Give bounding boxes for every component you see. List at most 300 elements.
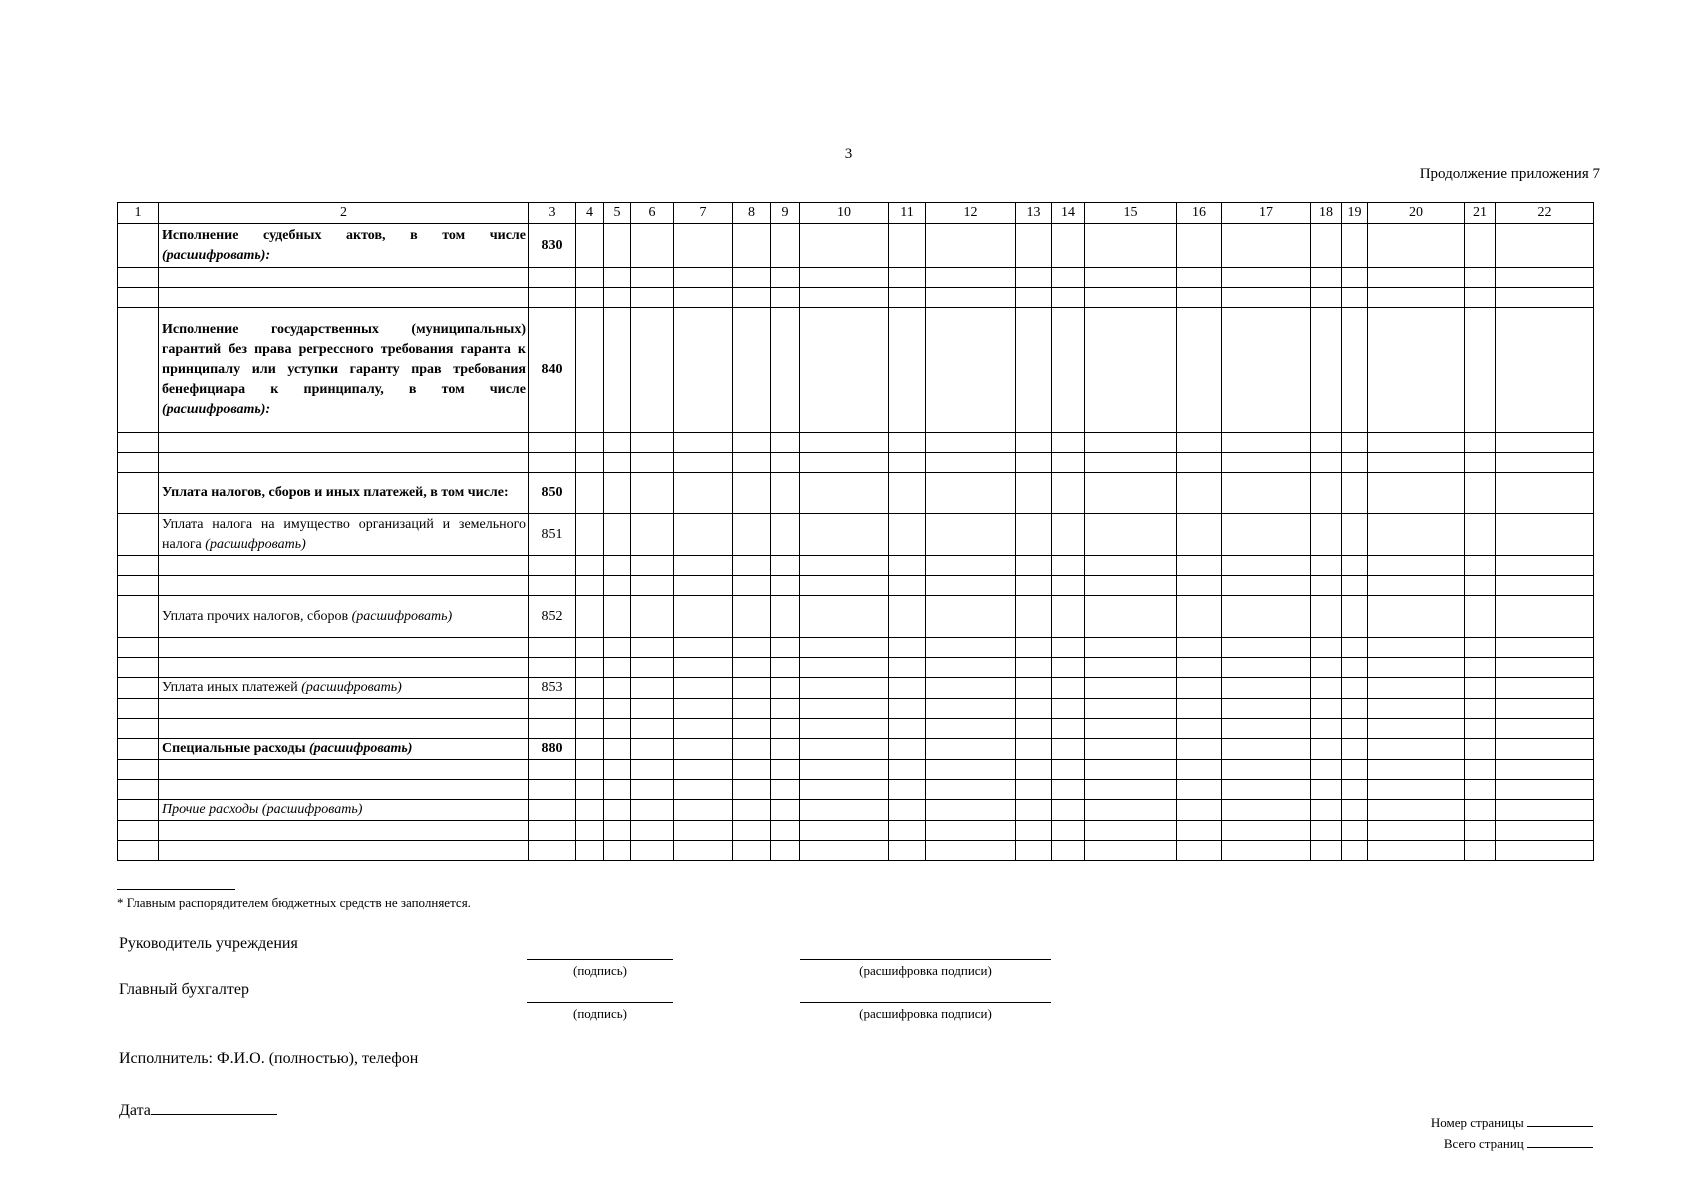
data-cell-col-12[interactable] [926,224,1016,268]
data-cell-col-1[interactable] [118,841,159,861]
data-cell-col-7[interactable] [674,473,733,514]
data-cell-col-6[interactable] [631,514,674,556]
data-cell-col-12[interactable] [926,821,1016,841]
data-cell-col-11[interactable] [889,678,926,699]
data-cell-col-4[interactable] [576,596,604,638]
date-field[interactable] [151,1100,277,1115]
data-cell-col-16[interactable] [1177,596,1222,638]
data-cell-col-1[interactable] [118,453,159,473]
data-cell-col-7[interactable] [674,514,733,556]
data-cell-col-10[interactable] [800,719,889,739]
data-cell-col-4[interactable] [576,638,604,658]
data-cell-col-18[interactable] [1311,821,1342,841]
row-description[interactable] [159,288,529,308]
data-cell-col-6[interactable] [631,800,674,821]
data-cell-col-22[interactable] [1496,800,1594,821]
data-cell-col-10[interactable] [800,658,889,678]
data-cell-col-17[interactable] [1222,288,1311,308]
data-cell-col-9[interactable] [771,678,800,699]
data-cell-col-5[interactable] [604,841,631,861]
data-cell-col-14[interactable] [1052,268,1085,288]
data-cell-col-9[interactable] [771,556,800,576]
data-cell-col-14[interactable] [1052,514,1085,556]
data-cell-col-15[interactable] [1085,719,1177,739]
data-cell-col-9[interactable] [771,800,800,821]
data-cell-col-21[interactable] [1465,556,1496,576]
data-cell-col-4[interactable] [576,433,604,453]
data-cell-col-13[interactable] [1016,224,1052,268]
data-cell-col-21[interactable] [1465,699,1496,719]
data-cell-col-21[interactable] [1465,658,1496,678]
data-cell-col-4[interactable] [576,658,604,678]
data-cell-col-10[interactable] [800,433,889,453]
data-cell-col-7[interactable] [674,780,733,800]
data-cell-col-10[interactable] [800,760,889,780]
data-cell-col-7[interactable] [674,288,733,308]
data-cell-col-19[interactable] [1342,821,1368,841]
data-cell-col-19[interactable] [1342,699,1368,719]
data-cell-col-5[interactable] [604,268,631,288]
data-cell-col-15[interactable] [1085,453,1177,473]
data-cell-col-6[interactable] [631,473,674,514]
data-cell-col-7[interactable] [674,719,733,739]
row-description[interactable] [159,841,529,861]
data-cell-col-10[interactable] [800,576,889,596]
data-cell-col-10[interactable] [800,678,889,699]
data-cell-col-11[interactable] [889,596,926,638]
data-cell-col-15[interactable] [1085,780,1177,800]
data-cell-col-15[interactable] [1085,224,1177,268]
data-cell-col-11[interactable] [889,556,926,576]
data-cell-col-17[interactable] [1222,433,1311,453]
data-cell-col-17[interactable] [1222,224,1311,268]
data-cell-col-12[interactable] [926,514,1016,556]
data-cell-col-10[interactable] [800,638,889,658]
data-cell-col-12[interactable] [926,760,1016,780]
data-cell-col-16[interactable] [1177,658,1222,678]
data-cell-col-11[interactable] [889,719,926,739]
data-cell-col-22[interactable] [1496,596,1594,638]
data-cell-col-1[interactable] [118,308,159,433]
data-cell-col-8[interactable] [733,556,771,576]
data-cell-col-21[interactable] [1465,514,1496,556]
data-cell-col-5[interactable] [604,821,631,841]
data-cell-col-17[interactable] [1222,453,1311,473]
data-cell-col-6[interactable] [631,760,674,780]
row-description[interactable] [159,699,529,719]
data-cell-col-13[interactable] [1016,514,1052,556]
data-cell-col-12[interactable] [926,638,1016,658]
row-description[interactable] [159,658,529,678]
row-description[interactable] [159,719,529,739]
data-cell-col-4[interactable] [576,760,604,780]
data-cell-col-1[interactable] [118,288,159,308]
data-cell-col-1[interactable] [118,800,159,821]
data-cell-col-18[interactable] [1311,596,1342,638]
data-cell-col-21[interactable] [1465,288,1496,308]
data-cell-col-14[interactable] [1052,556,1085,576]
data-cell-col-14[interactable] [1052,739,1085,760]
data-cell-col-5[interactable] [604,514,631,556]
data-cell-col-10[interactable] [800,699,889,719]
data-cell-col-19[interactable] [1342,288,1368,308]
data-cell-col-16[interactable] [1177,800,1222,821]
data-cell-col-5[interactable] [604,678,631,699]
data-cell-col-4[interactable] [576,678,604,699]
data-cell-col-11[interactable] [889,288,926,308]
data-cell-col-18[interactable] [1311,739,1342,760]
data-cell-col-21[interactable] [1465,268,1496,288]
data-cell-col-20[interactable] [1368,596,1465,638]
data-cell-col-15[interactable] [1085,308,1177,433]
data-cell-col-17[interactable] [1222,821,1311,841]
data-cell-col-4[interactable] [576,288,604,308]
data-cell-col-4[interactable] [576,739,604,760]
data-cell-col-13[interactable] [1016,473,1052,514]
data-cell-col-18[interactable] [1311,453,1342,473]
data-cell-col-11[interactable] [889,268,926,288]
data-cell-col-11[interactable] [889,760,926,780]
data-cell-col-14[interactable] [1052,780,1085,800]
data-cell-col-14[interactable] [1052,288,1085,308]
data-cell-col-9[interactable] [771,514,800,556]
data-cell-col-1[interactable] [118,739,159,760]
data-cell-col-19[interactable] [1342,224,1368,268]
data-cell-col-17[interactable] [1222,268,1311,288]
data-cell-col-18[interactable] [1311,699,1342,719]
data-cell-col-20[interactable] [1368,268,1465,288]
data-cell-col-5[interactable] [604,699,631,719]
data-cell-col-5[interactable] [604,658,631,678]
data-cell-col-7[interactable] [674,658,733,678]
data-cell-col-15[interactable] [1085,678,1177,699]
data-cell-col-15[interactable] [1085,433,1177,453]
data-cell-col-19[interactable] [1342,658,1368,678]
data-cell-col-10[interactable] [800,514,889,556]
data-cell-col-12[interactable] [926,473,1016,514]
data-cell-col-1[interactable] [118,638,159,658]
data-cell-col-5[interactable] [604,800,631,821]
data-cell-col-16[interactable] [1177,473,1222,514]
data-cell-col-14[interactable] [1052,800,1085,821]
data-cell-col-9[interactable] [771,821,800,841]
data-cell-col-5[interactable] [604,473,631,514]
data-cell-col-6[interactable] [631,739,674,760]
data-cell-col-21[interactable] [1465,308,1496,433]
data-cell-col-5[interactable] [604,596,631,638]
data-cell-col-20[interactable] [1368,288,1465,308]
data-cell-col-1[interactable] [118,473,159,514]
data-cell-col-7[interactable] [674,821,733,841]
data-cell-col-15[interactable] [1085,268,1177,288]
data-cell-col-21[interactable] [1465,841,1496,861]
data-cell-col-11[interactable] [889,308,926,433]
data-cell-col-6[interactable] [631,678,674,699]
data-cell-col-5[interactable] [604,288,631,308]
data-cell-col-19[interactable] [1342,841,1368,861]
data-cell-col-14[interactable] [1052,821,1085,841]
data-cell-col-4[interactable] [576,268,604,288]
data-cell-col-22[interactable] [1496,453,1594,473]
data-cell-col-6[interactable] [631,821,674,841]
row-description[interactable] [159,780,529,800]
data-cell-col-1[interactable] [118,576,159,596]
accountant-transcript-line[interactable] [800,1002,1051,1003]
data-cell-col-8[interactable] [733,800,771,821]
data-cell-col-18[interactable] [1311,800,1342,821]
data-cell-col-21[interactable] [1465,224,1496,268]
data-cell-col-7[interactable] [674,638,733,658]
data-cell-col-13[interactable] [1016,760,1052,780]
data-cell-col-10[interactable] [800,800,889,821]
data-cell-col-11[interactable] [889,576,926,596]
data-cell-col-12[interactable] [926,780,1016,800]
data-cell-col-16[interactable] [1177,556,1222,576]
data-cell-col-8[interactable] [733,638,771,658]
data-cell-col-22[interactable] [1496,576,1594,596]
data-cell-col-20[interactable] [1368,800,1465,821]
data-cell-col-18[interactable] [1311,433,1342,453]
data-cell-col-6[interactable] [631,699,674,719]
data-cell-col-8[interactable] [733,453,771,473]
data-cell-col-4[interactable] [576,308,604,433]
data-cell-col-19[interactable] [1342,433,1368,453]
data-cell-col-15[interactable] [1085,473,1177,514]
data-cell-col-10[interactable] [800,780,889,800]
data-cell-col-12[interactable] [926,800,1016,821]
data-cell-col-17[interactable] [1222,596,1311,638]
data-cell-col-9[interactable] [771,699,800,719]
data-cell-col-19[interactable] [1342,638,1368,658]
data-cell-col-16[interactable] [1177,453,1222,473]
row-description[interactable] [159,556,529,576]
data-cell-col-10[interactable] [800,453,889,473]
data-cell-col-20[interactable] [1368,821,1465,841]
data-cell-col-5[interactable] [604,780,631,800]
data-cell-col-19[interactable] [1342,514,1368,556]
data-cell-col-15[interactable] [1085,576,1177,596]
data-cell-col-4[interactable] [576,841,604,861]
data-cell-col-8[interactable] [733,576,771,596]
data-cell-col-15[interactable] [1085,658,1177,678]
data-cell-col-20[interactable] [1368,556,1465,576]
data-cell-col-16[interactable] [1177,288,1222,308]
data-cell-col-15[interactable] [1085,638,1177,658]
data-cell-col-10[interactable] [800,308,889,433]
data-cell-col-18[interactable] [1311,638,1342,658]
data-cell-col-16[interactable] [1177,576,1222,596]
data-cell-col-6[interactable] [631,453,674,473]
data-cell-col-8[interactable] [733,268,771,288]
data-cell-col-11[interactable] [889,780,926,800]
data-cell-col-7[interactable] [674,760,733,780]
data-cell-col-22[interactable] [1496,719,1594,739]
data-cell-col-1[interactable] [118,719,159,739]
data-cell-col-16[interactable] [1177,841,1222,861]
data-cell-col-20[interactable] [1368,739,1465,760]
data-cell-col-9[interactable] [771,638,800,658]
data-cell-col-18[interactable] [1311,841,1342,861]
data-cell-col-14[interactable] [1052,224,1085,268]
data-cell-col-4[interactable] [576,453,604,473]
data-cell-col-5[interactable] [604,739,631,760]
data-cell-col-6[interactable] [631,556,674,576]
data-cell-col-7[interactable] [674,556,733,576]
data-cell-col-10[interactable] [800,596,889,638]
data-cell-col-8[interactable] [733,658,771,678]
data-cell-col-13[interactable] [1016,780,1052,800]
data-cell-col-16[interactable] [1177,433,1222,453]
data-cell-col-10[interactable] [800,556,889,576]
data-cell-col-13[interactable] [1016,658,1052,678]
data-cell-col-18[interactable] [1311,760,1342,780]
row-description[interactable] [159,268,529,288]
data-cell-col-12[interactable] [926,288,1016,308]
data-cell-col-4[interactable] [576,780,604,800]
data-cell-col-1[interactable] [118,658,159,678]
row-description[interactable] [159,433,529,453]
data-cell-col-14[interactable] [1052,473,1085,514]
data-cell-col-11[interactable] [889,224,926,268]
data-cell-col-14[interactable] [1052,576,1085,596]
data-cell-col-7[interactable] [674,268,733,288]
data-cell-col-20[interactable] [1368,473,1465,514]
data-cell-col-8[interactable] [733,780,771,800]
data-cell-col-9[interactable] [771,288,800,308]
data-cell-col-9[interactable] [771,453,800,473]
data-cell-col-20[interactable] [1368,224,1465,268]
data-cell-col-4[interactable] [576,473,604,514]
data-cell-col-12[interactable] [926,739,1016,760]
data-cell-col-19[interactable] [1342,780,1368,800]
page-number-blank[interactable] [1527,1112,1593,1127]
data-cell-col-7[interactable] [674,678,733,699]
data-cell-col-17[interactable] [1222,576,1311,596]
data-cell-col-9[interactable] [771,719,800,739]
data-cell-col-21[interactable] [1465,576,1496,596]
data-cell-col-20[interactable] [1368,760,1465,780]
data-cell-col-8[interactable] [733,841,771,861]
data-cell-col-20[interactable] [1368,719,1465,739]
data-cell-col-1[interactable] [118,780,159,800]
data-cell-col-18[interactable] [1311,719,1342,739]
data-cell-col-4[interactable] [576,719,604,739]
data-cell-col-16[interactable] [1177,678,1222,699]
data-cell-col-22[interactable] [1496,224,1594,268]
data-cell-col-18[interactable] [1311,514,1342,556]
data-cell-col-15[interactable] [1085,556,1177,576]
data-cell-col-21[interactable] [1465,719,1496,739]
data-cell-col-15[interactable] [1085,821,1177,841]
data-cell-col-8[interactable] [733,224,771,268]
data-cell-col-6[interactable] [631,841,674,861]
data-cell-col-9[interactable] [771,596,800,638]
data-cell-col-1[interactable] [118,821,159,841]
data-cell-col-11[interactable] [889,699,926,719]
data-cell-col-17[interactable] [1222,699,1311,719]
data-cell-col-21[interactable] [1465,433,1496,453]
data-cell-col-9[interactable] [771,268,800,288]
data-cell-col-6[interactable] [631,780,674,800]
data-cell-col-5[interactable] [604,453,631,473]
data-cell-col-5[interactable] [604,719,631,739]
data-cell-col-13[interactable] [1016,556,1052,576]
data-cell-col-8[interactable] [733,678,771,699]
data-cell-col-8[interactable] [733,760,771,780]
data-cell-col-12[interactable] [926,576,1016,596]
data-cell-col-5[interactable] [604,308,631,433]
data-cell-col-17[interactable] [1222,841,1311,861]
data-cell-col-1[interactable] [118,268,159,288]
data-cell-col-10[interactable] [800,473,889,514]
data-cell-col-5[interactable] [604,433,631,453]
data-cell-col-8[interactable] [733,719,771,739]
data-cell-col-17[interactable] [1222,719,1311,739]
data-cell-col-22[interactable] [1496,821,1594,841]
data-cell-col-6[interactable] [631,658,674,678]
data-cell-col-22[interactable] [1496,699,1594,719]
data-cell-col-10[interactable] [800,288,889,308]
data-cell-col-8[interactable] [733,433,771,453]
data-cell-col-9[interactable] [771,224,800,268]
data-cell-col-22[interactable] [1496,514,1594,556]
data-cell-col-14[interactable] [1052,699,1085,719]
data-cell-col-20[interactable] [1368,514,1465,556]
data-cell-col-4[interactable] [576,556,604,576]
data-cell-col-4[interactable] [576,514,604,556]
data-cell-col-22[interactable] [1496,638,1594,658]
data-cell-col-14[interactable] [1052,638,1085,658]
data-cell-col-18[interactable] [1311,678,1342,699]
data-cell-col-7[interactable] [674,841,733,861]
data-cell-col-18[interactable] [1311,576,1342,596]
data-cell-col-19[interactable] [1342,473,1368,514]
data-cell-col-20[interactable] [1368,678,1465,699]
data-cell-col-9[interactable] [771,576,800,596]
data-cell-col-14[interactable] [1052,308,1085,433]
data-cell-col-7[interactable] [674,224,733,268]
data-cell-col-8[interactable] [733,473,771,514]
data-cell-col-19[interactable] [1342,268,1368,288]
data-cell-col-18[interactable] [1311,308,1342,433]
data-cell-col-6[interactable] [631,288,674,308]
data-cell-col-1[interactable] [118,556,159,576]
data-cell-col-11[interactable] [889,821,926,841]
data-cell-col-15[interactable] [1085,288,1177,308]
data-cell-col-6[interactable] [631,576,674,596]
data-cell-col-11[interactable] [889,658,926,678]
data-cell-col-17[interactable] [1222,658,1311,678]
total-pages-blank[interactable] [1527,1133,1593,1148]
data-cell-col-13[interactable] [1016,821,1052,841]
data-cell-col-17[interactable] [1222,678,1311,699]
data-cell-col-12[interactable] [926,719,1016,739]
data-cell-col-5[interactable] [604,556,631,576]
data-cell-col-9[interactable] [771,760,800,780]
data-cell-col-9[interactable] [771,780,800,800]
data-cell-col-17[interactable] [1222,556,1311,576]
data-cell-col-18[interactable] [1311,224,1342,268]
data-cell-col-18[interactable] [1311,658,1342,678]
data-cell-col-12[interactable] [926,699,1016,719]
data-cell-col-4[interactable] [576,800,604,821]
data-cell-col-16[interactable] [1177,719,1222,739]
data-cell-col-22[interactable] [1496,658,1594,678]
data-cell-col-22[interactable] [1496,473,1594,514]
data-cell-col-18[interactable] [1311,780,1342,800]
data-cell-col-8[interactable] [733,596,771,638]
data-cell-col-7[interactable] [674,308,733,433]
